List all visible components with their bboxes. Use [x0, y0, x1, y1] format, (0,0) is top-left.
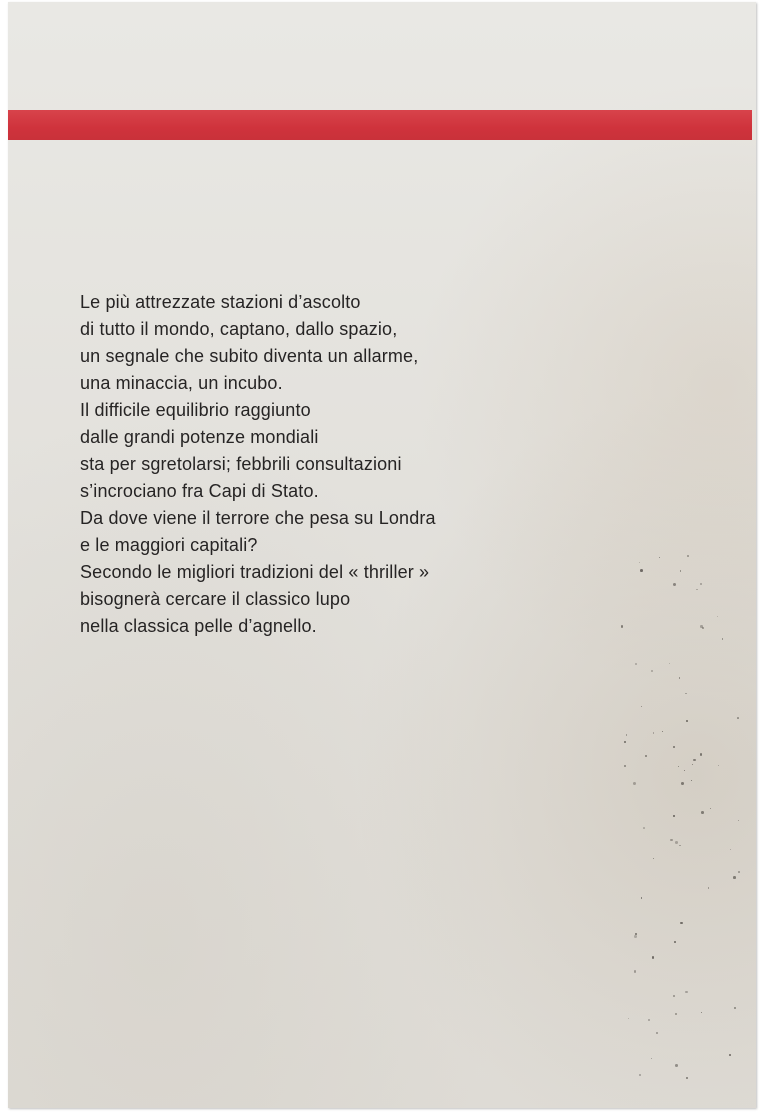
paper-speck	[733, 876, 736, 879]
paper-speck	[624, 741, 626, 743]
paper-speck	[675, 1013, 677, 1015]
paper-speck	[651, 670, 653, 672]
paper-speck	[659, 557, 660, 558]
paper-speck	[678, 766, 679, 767]
paper-speck	[687, 555, 689, 557]
blurb-line: una minaccia, un incubo.	[80, 373, 283, 393]
blurb-line: Da dove viene il terrore che pesa su Londra	[80, 508, 436, 528]
paper-speck	[639, 1074, 641, 1076]
paper-speck	[634, 935, 637, 938]
paper-speck	[628, 1018, 629, 1019]
paper-speck	[717, 616, 718, 617]
blurb-line: Secondo le migliori tradizioni del « thriller »	[80, 562, 430, 582]
paper-speck	[635, 663, 637, 665]
blurb-line: nella classica pelle d’agnello.	[80, 616, 317, 636]
paper-speck	[679, 677, 681, 679]
paper-speck	[738, 820, 739, 821]
paper-speck	[679, 845, 680, 846]
blurb-line: Le più attrezzate stazioni d’ascolto	[80, 292, 361, 312]
paper-speck	[634, 970, 637, 973]
paper-speck	[626, 734, 627, 735]
paper-speck	[645, 755, 647, 757]
paper-speck	[708, 887, 710, 889]
paper-speck	[701, 811, 704, 814]
paper-speck	[673, 746, 675, 748]
blurb-line: s’incrociano fra Capi di Stato.	[80, 481, 319, 501]
paper-speck	[691, 780, 692, 781]
paper-speck	[670, 839, 672, 841]
paper-speck	[685, 991, 688, 994]
paper-speck	[737, 717, 739, 719]
paper-speck	[730, 849, 731, 850]
paper-speck	[718, 765, 719, 766]
red-stripe	[8, 110, 752, 140]
blurb-line: e le maggiori capitali?	[80, 535, 258, 555]
paper-speck	[656, 1032, 658, 1034]
paper-speck	[673, 583, 676, 586]
paper-speck	[675, 841, 678, 844]
paper-speck	[700, 583, 702, 585]
paper-speck	[696, 589, 698, 591]
paper-speck	[729, 1054, 731, 1056]
paper-speck	[669, 663, 671, 665]
paper-speck	[633, 782, 636, 785]
paper-speck	[675, 1064, 678, 1067]
paper-speck	[641, 897, 642, 898]
blurb-text	[80, 289, 550, 640]
paper-speck	[674, 941, 676, 943]
paper-speck	[624, 765, 626, 767]
paper-speck	[641, 706, 642, 707]
paper-speck	[639, 562, 640, 563]
paper-speck	[653, 732, 655, 734]
paper-speck	[651, 1058, 652, 1059]
paper-speck	[643, 827, 645, 829]
paper-speck	[685, 693, 687, 695]
paper-speck	[680, 570, 682, 572]
blurb-line: Il difficile equilibrio raggiunto	[80, 400, 311, 420]
blurb-line: un segnale che subito diventa un allarme,	[80, 346, 419, 366]
paper-speck	[662, 731, 663, 732]
paper-speck	[734, 1007, 736, 1009]
paper-speck	[702, 627, 704, 629]
blurb-line: dalle grandi potenze mondiali	[80, 427, 319, 447]
paper-speck	[710, 808, 711, 809]
blurb-line: sta per sgretolarsi; febbrili consultazioni	[80, 454, 402, 474]
paper-speck	[686, 1077, 688, 1079]
paper-speck	[635, 933, 637, 935]
paper-speck	[680, 922, 683, 925]
paper-speck	[738, 871, 740, 873]
paper-speck	[686, 720, 687, 721]
paper-speck	[640, 569, 643, 572]
paper-speck	[700, 753, 703, 756]
book-back-cover	[8, 2, 756, 1108]
paper-speck	[700, 625, 702, 627]
paper-speck	[681, 782, 684, 785]
blurb-line: bisognerà cercare il classico lupo	[80, 589, 351, 609]
paper-speck	[673, 815, 674, 816]
paper-speck	[722, 638, 724, 640]
paper-speck	[701, 1012, 702, 1013]
paper-speck	[648, 1019, 650, 1021]
paper-speck	[621, 625, 623, 627]
paper-speck	[692, 764, 694, 766]
paper-speck	[652, 956, 655, 959]
blurb-line: di tutto il mondo, captano, dallo spazio,	[80, 319, 398, 339]
paper-speck	[684, 770, 685, 771]
paper-speck	[653, 858, 654, 859]
paper-speck	[673, 995, 675, 997]
paper-speck	[693, 759, 696, 762]
